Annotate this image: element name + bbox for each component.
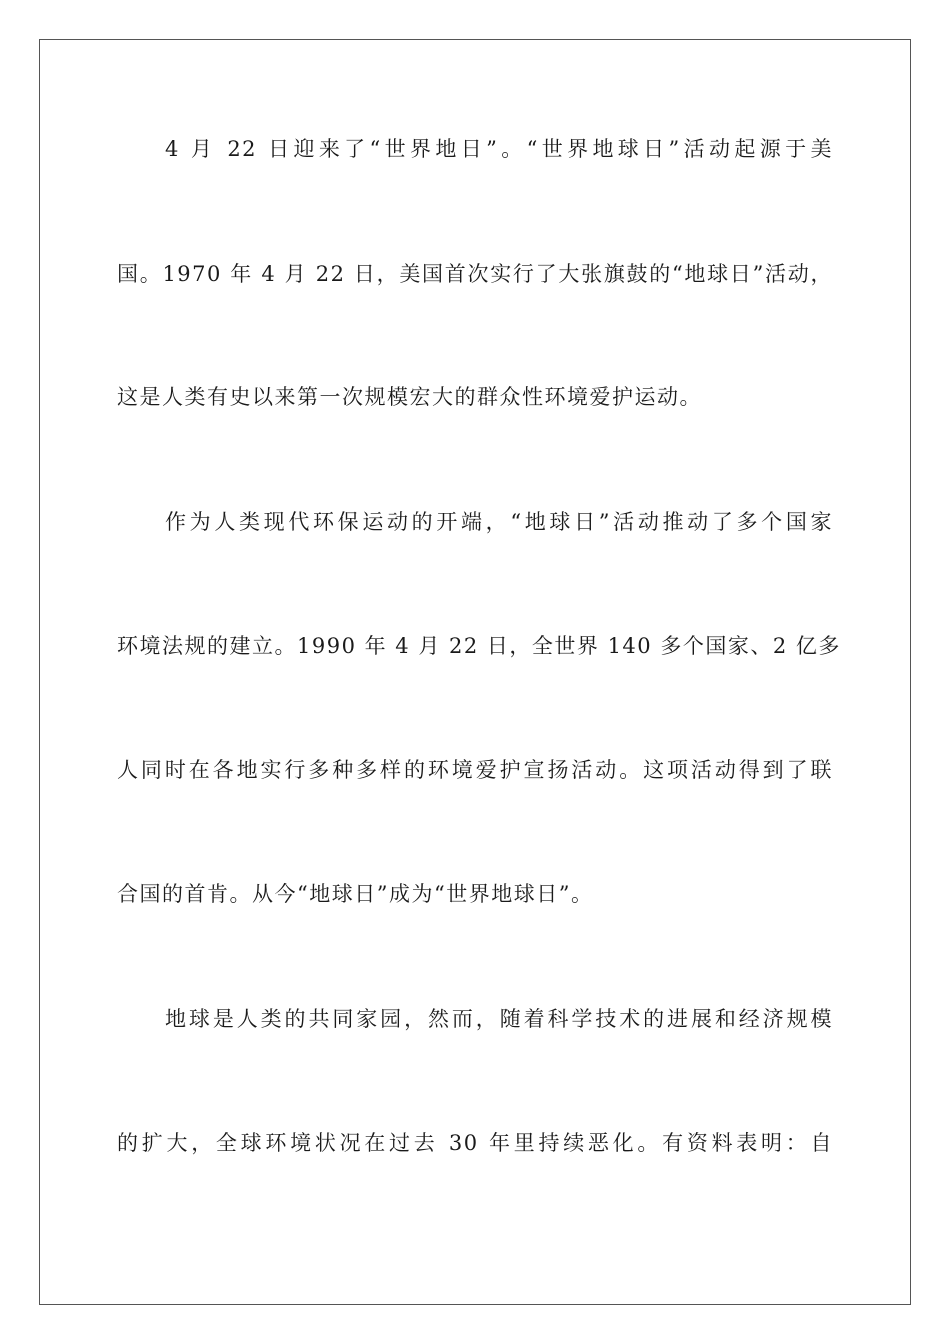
paragraph-1-line-1: 4 月 22 日迎来了“世界地日”。“世界地球日”活动起源于美 xyxy=(165,137,833,161)
page-border xyxy=(39,39,911,1305)
paragraph-2-line-2: 环境法规的建立。1990 年 4 月 22 日，全世界 140 多个国家、2 亿多 xyxy=(117,634,841,658)
paragraph-3-line-1: 地球是人类的共同家园，然而，随着科学技术的进展和经济规模 xyxy=(165,1007,833,1031)
paragraph-2-line-3: 人同时在各地实行多种多样的环境爱护宣扬活动。这项活动得到了联 xyxy=(117,758,833,782)
paragraph-3-line-2: 的扩大，全球环境状况在过去 30 年里持续恶化。有资料表明：自 xyxy=(117,1131,833,1155)
paragraph-1-line-3: 这是人类有史以来第一次规模宏大的群众性环境爱护运动。 xyxy=(117,385,702,409)
paragraph-1-line-2: 国。1970 年 4 月 22 日，美国首次实行了大张旗鼓的“地球日”活动， xyxy=(117,262,833,286)
paragraph-2-line-4: 合国的首肯。从今“地球日”成为“世界地球日”。 xyxy=(117,882,594,906)
paragraph-2-line-1: 作为人类现代环保运动的开端，“地球日”活动推动了多个国家 xyxy=(165,510,833,534)
